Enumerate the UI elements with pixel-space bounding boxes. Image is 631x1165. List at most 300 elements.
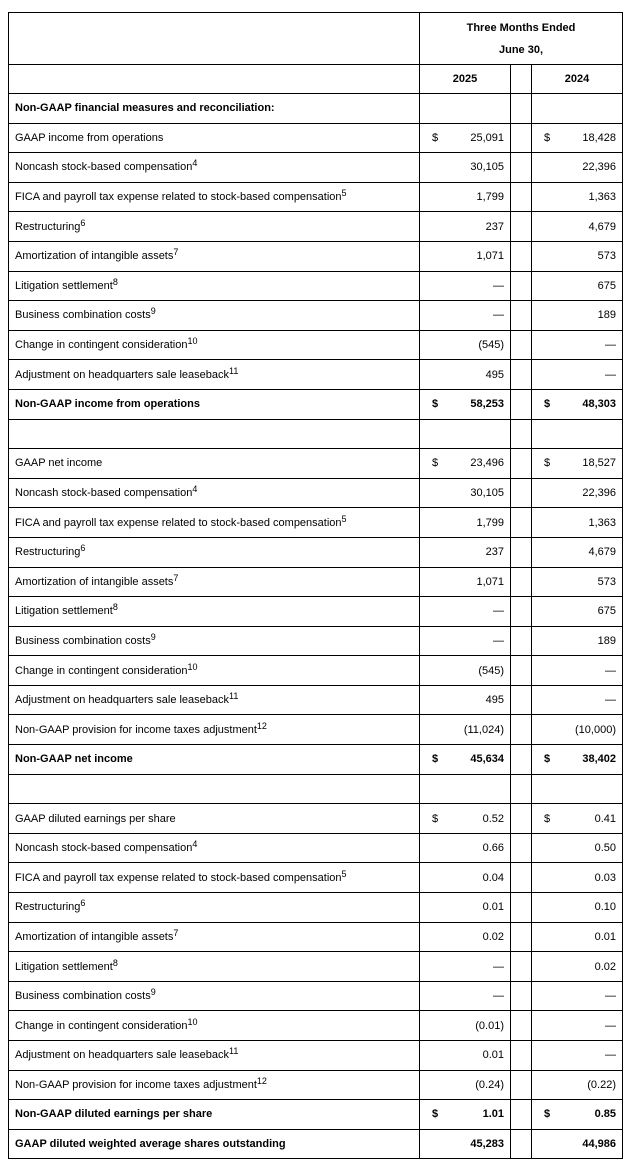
- value-2025: [420, 478, 511, 508]
- value: 189: [597, 309, 616, 322]
- row-label: [9, 271, 420, 301]
- value: (0.24): [475, 1078, 504, 1091]
- spacer-cell: [511, 153, 532, 183]
- currency-symbol: $: [432, 812, 439, 825]
- value: 0.85: [594, 1108, 616, 1121]
- row-label: [9, 567, 420, 597]
- year-prior: 2024: [532, 65, 623, 94]
- value: 44,986: [582, 1138, 616, 1151]
- value: (10,000): [575, 723, 616, 736]
- value-2024: [532, 685, 623, 715]
- total-row: [9, 389, 623, 419]
- footnote-ref: 11: [229, 365, 239, 376]
- value: 1,799: [476, 516, 504, 529]
- value-2024: [532, 241, 623, 271]
- spacer-cell: [511, 656, 532, 686]
- value-2025: [420, 1100, 511, 1130]
- spacer-cell: [511, 863, 532, 893]
- value-2024: [532, 123, 623, 153]
- spacer-cell: [511, 419, 532, 449]
- row-label-text: Litigation settlement: [15, 605, 113, 618]
- value-2025: [420, 863, 511, 893]
- spacer-cell: [511, 774, 532, 804]
- row-label-text: Adjustment on headquarters sale leaseback: [15, 694, 230, 707]
- year-current: 2025: [420, 65, 511, 94]
- period-line-1: Three Months Ended: [466, 21, 576, 34]
- table-row: [9, 449, 623, 479]
- value-2025: [420, 715, 511, 745]
- row-label: [9, 893, 420, 923]
- value-2025: [420, 271, 511, 301]
- spacer-cell: [511, 893, 532, 923]
- value: 1,071: [476, 250, 504, 263]
- row-label-text: Noncash stock-based compensation: [15, 487, 193, 500]
- value-2025: [420, 685, 511, 715]
- value: —: [605, 990, 616, 1003]
- value-2025: [420, 449, 511, 479]
- table-row: [9, 952, 623, 982]
- row-label-text: Litigation settlement: [15, 279, 113, 292]
- total-row: [9, 745, 623, 775]
- period-heading: [420, 13, 623, 65]
- value-2024: [532, 952, 623, 982]
- value-2025: [420, 360, 511, 390]
- value-2024: [532, 389, 623, 419]
- footnote-ref: 10: [187, 336, 198, 347]
- header-period-row: [9, 13, 623, 65]
- blank-cell: [9, 419, 420, 449]
- value: —: [605, 339, 616, 352]
- row-label-text: FICA and payroll tax expense related to stock-based compensation: [15, 871, 342, 884]
- table-row: [9, 1070, 623, 1100]
- value: —: [605, 1019, 616, 1032]
- spacer-cell: [511, 212, 532, 242]
- spacer-cell: [511, 715, 532, 745]
- row-label: [9, 360, 420, 390]
- value-2024: [532, 449, 623, 479]
- value-2025: [420, 1070, 511, 1100]
- value-2025: [420, 241, 511, 271]
- spacer-cell: [511, 833, 532, 863]
- value-2025: [420, 123, 511, 153]
- blank-row: [9, 419, 623, 449]
- row-label: [9, 212, 420, 242]
- row-label: [9, 833, 420, 863]
- row-label-text: GAAP net income: [15, 457, 103, 470]
- value-2024: [532, 597, 623, 627]
- value: 0.10: [594, 901, 616, 914]
- value-2025: [420, 1129, 511, 1159]
- value: 1,363: [588, 516, 616, 529]
- value-2024: [532, 1100, 623, 1130]
- value-2025: [420, 922, 511, 952]
- row-label-text: Adjustment on headquarters sale leaseback: [15, 368, 230, 381]
- footnote-ref: 9: [150, 631, 156, 642]
- row-label: [9, 685, 420, 715]
- row-label-text: Non-GAAP net income: [15, 753, 133, 766]
- blank-cell: [420, 94, 511, 124]
- value: 48,303: [582, 398, 616, 411]
- row-label: [9, 241, 420, 271]
- row-label: [9, 94, 420, 124]
- footnote-ref: 11: [229, 691, 239, 702]
- value: 675: [597, 279, 616, 292]
- spacer-cell: [511, 1100, 532, 1130]
- blank-cell: [420, 419, 511, 449]
- spacer-cell: [511, 804, 532, 834]
- value: —: [605, 368, 616, 381]
- spacer-cell: [511, 1070, 532, 1100]
- value: 237: [485, 546, 504, 559]
- row-label: [9, 508, 420, 538]
- table-row: [9, 241, 623, 271]
- row-label-text: Non-GAAP financial measures and reconciliation:: [15, 102, 275, 115]
- value: 0.52: [482, 812, 504, 825]
- currency-symbol: $: [544, 1108, 551, 1121]
- row-label: [9, 981, 420, 1011]
- row-label: [9, 449, 420, 479]
- row-label-text: FICA and payroll tax expense related to stock-based compensation: [15, 191, 342, 204]
- table-row: [9, 182, 623, 212]
- value-2024: [532, 863, 623, 893]
- spacer-cell: [511, 745, 532, 775]
- value-2025: [420, 656, 511, 686]
- row-label-text: Non-GAAP provision for income taxes adjustment: [15, 723, 257, 736]
- value-2024: [532, 301, 623, 331]
- value: 675: [597, 605, 616, 618]
- value-2025: [420, 626, 511, 656]
- value-2024: [532, 567, 623, 597]
- value-2025: [420, 537, 511, 567]
- value-2024: [532, 508, 623, 538]
- value: 0.02: [594, 960, 616, 973]
- value-2024: [532, 1041, 623, 1071]
- value-2024: [532, 1070, 623, 1100]
- footnote-ref: 7: [173, 927, 179, 938]
- value: 495: [485, 368, 504, 381]
- value: 573: [597, 250, 616, 263]
- spacer-cell: [511, 182, 532, 212]
- row-label-text: Amortization of intangible assets: [15, 575, 174, 588]
- value: 0.01: [482, 901, 504, 914]
- footnote-ref: 6: [80, 217, 86, 228]
- blank-row: [9, 774, 623, 804]
- row-label: [9, 1070, 420, 1100]
- value: 237: [485, 220, 504, 233]
- row-label: [9, 922, 420, 952]
- spacer-cell: [511, 360, 532, 390]
- header-blank-cell: [9, 13, 420, 65]
- footnote-ref: 10: [187, 1016, 198, 1027]
- footnote-ref: 6: [80, 543, 86, 554]
- value-2025: [420, 153, 511, 183]
- row-label-text: Change in contingent consideration: [15, 1019, 188, 1032]
- footnote-ref: 8: [112, 602, 118, 613]
- spacer-cell: [511, 626, 532, 656]
- row-label-text: Business combination costs: [15, 990, 151, 1003]
- value-2025: [420, 567, 511, 597]
- currency-symbol: $: [432, 131, 439, 144]
- value: —: [605, 694, 616, 707]
- value-2025: [420, 981, 511, 1011]
- table-row: [9, 685, 623, 715]
- row-label-text: GAAP diluted weighted average shares outstanding: [15, 1138, 286, 1151]
- table-row: [9, 893, 623, 923]
- currency-symbol: $: [544, 398, 551, 411]
- row-label-text: Change in contingent consideration: [15, 339, 188, 352]
- spacer-cell: [511, 94, 532, 124]
- value-2024: [532, 626, 623, 656]
- currency-symbol: $: [544, 753, 551, 766]
- value-2024: [532, 1129, 623, 1159]
- row-label-text: Non-GAAP diluted earnings per share: [15, 1108, 213, 1121]
- row-label-text: Noncash stock-based compensation: [15, 161, 193, 174]
- value: 30,105: [470, 161, 504, 174]
- value: 1,071: [476, 575, 504, 588]
- currency-symbol: $: [432, 398, 439, 411]
- row-label-text: Amortization of intangible assets: [15, 250, 174, 263]
- row-label-text: Litigation settlement: [15, 960, 113, 973]
- spacer-cell: [511, 537, 532, 567]
- value: 0.41: [594, 812, 616, 825]
- footnote-ref: 5: [341, 868, 347, 879]
- value: 22,396: [582, 161, 616, 174]
- value: 18,527: [582, 457, 616, 470]
- table-row: [9, 656, 623, 686]
- value: 4,679: [588, 220, 616, 233]
- value: 45,283: [470, 1138, 504, 1151]
- footnote-ref: 7: [173, 572, 179, 583]
- value: 1.01: [482, 1108, 504, 1121]
- blank-cell: [532, 419, 623, 449]
- blank-cell: [420, 774, 511, 804]
- value-2025: [420, 893, 511, 923]
- row-label-text: FICA and payroll tax expense related to stock-based compensation: [15, 516, 342, 529]
- table-row: [9, 271, 623, 301]
- row-label-text: Restructuring: [15, 220, 81, 233]
- blank-cell: [532, 774, 623, 804]
- spacer-cell: [511, 952, 532, 982]
- value-2025: [420, 1011, 511, 1041]
- value: 0.03: [594, 871, 616, 884]
- row-label: [9, 715, 420, 745]
- value: 0.01: [482, 1049, 504, 1062]
- row-label: [9, 1011, 420, 1041]
- spacer-cell: [511, 1041, 532, 1071]
- table-row: [9, 360, 623, 390]
- value-2024: [532, 537, 623, 567]
- table-row: [9, 597, 623, 627]
- row-label: [9, 330, 420, 360]
- value: 0.01: [594, 930, 616, 943]
- value-2025: [420, 330, 511, 360]
- value: —: [493, 990, 504, 1003]
- currency-symbol: $: [544, 131, 551, 144]
- footnote-ref: 5: [341, 188, 347, 199]
- spacer-cell: [511, 981, 532, 1011]
- currency-symbol: $: [544, 812, 551, 825]
- value-2025: [420, 833, 511, 863]
- footnote-ref: 12: [256, 720, 267, 731]
- row-label-text: Non-GAAP income from operations: [15, 398, 200, 411]
- spacer-cell: [511, 449, 532, 479]
- row-label: [9, 153, 420, 183]
- table-row: [9, 153, 623, 183]
- row-label: [9, 597, 420, 627]
- footnote-ref: 9: [150, 306, 156, 317]
- row-label-text: Change in contingent consideration: [15, 664, 188, 677]
- table-row: [9, 508, 623, 538]
- row-label: [9, 182, 420, 212]
- value-2025: [420, 597, 511, 627]
- spacer-cell: [511, 508, 532, 538]
- value: (11,024): [463, 723, 504, 736]
- row-label: [9, 1129, 420, 1159]
- row-label: [9, 863, 420, 893]
- table-row: [9, 863, 623, 893]
- value: 45,634: [470, 753, 504, 766]
- table-row: [9, 537, 623, 567]
- value: 58,253: [470, 398, 504, 411]
- value: —: [605, 1049, 616, 1062]
- footnote-ref: 9: [150, 987, 156, 998]
- currency-symbol: $: [432, 1108, 439, 1121]
- value: 23,496: [470, 457, 504, 470]
- spacer-cell: [511, 922, 532, 952]
- value-2024: [532, 745, 623, 775]
- value-2024: [532, 360, 623, 390]
- footnote-ref: 12: [256, 1075, 267, 1086]
- row-label: [9, 804, 420, 834]
- value: —: [493, 279, 504, 292]
- value-2024: [532, 330, 623, 360]
- row-label: [9, 389, 420, 419]
- table-row: [9, 301, 623, 331]
- row-label-text: GAAP diluted earnings per share: [15, 812, 176, 825]
- table-row: [9, 567, 623, 597]
- row-label: [9, 745, 420, 775]
- value: —: [493, 605, 504, 618]
- value: (545): [478, 339, 504, 352]
- value-2024: [532, 271, 623, 301]
- row-label-text: Business combination costs: [15, 634, 151, 647]
- value-2025: [420, 952, 511, 982]
- row-label: [9, 1041, 420, 1071]
- value: 18,428: [582, 131, 616, 144]
- row-label-text: Non-GAAP provision for income taxes adjustment: [15, 1078, 257, 1091]
- footnote-ref: 4: [192, 839, 198, 850]
- value: 1,799: [476, 191, 504, 204]
- value: —: [493, 960, 504, 973]
- row-label: [9, 478, 420, 508]
- row-label-text: Noncash stock-based compensation: [15, 842, 193, 855]
- row-label: [9, 1100, 420, 1130]
- value: —: [493, 634, 504, 647]
- value-2024: [532, 715, 623, 745]
- footnote-ref: 4: [192, 484, 198, 495]
- value: (0.01): [475, 1019, 504, 1032]
- row-label: [9, 537, 420, 567]
- value-2024: [532, 893, 623, 923]
- table-row: [9, 981, 623, 1011]
- table-row: [9, 123, 623, 153]
- value-2025: [420, 212, 511, 242]
- spacer-cell: [511, 567, 532, 597]
- table-row: [9, 330, 623, 360]
- value-2025: [420, 745, 511, 775]
- spacer-cell: [511, 330, 532, 360]
- row-label: [9, 123, 420, 153]
- value: 1,363: [588, 191, 616, 204]
- value: 0.04: [482, 871, 504, 884]
- table-row: [9, 833, 623, 863]
- row-label: [9, 656, 420, 686]
- spacer-cell: [511, 597, 532, 627]
- spacer-cell: [511, 1011, 532, 1041]
- blank-cell: [532, 94, 623, 124]
- row-label-text: Restructuring: [15, 546, 81, 559]
- row-label: [9, 301, 420, 331]
- total-row: [9, 1100, 623, 1130]
- value-2025: [420, 508, 511, 538]
- row-label-text: Business combination costs: [15, 309, 151, 322]
- value: —: [605, 664, 616, 677]
- footnote-ref: 7: [173, 247, 179, 258]
- section-row: [9, 94, 623, 124]
- footnote-ref: 4: [192, 158, 198, 169]
- value: 0.66: [482, 842, 504, 855]
- table-row: [9, 626, 623, 656]
- value-2024: [532, 981, 623, 1011]
- footnote-ref: 8: [112, 276, 118, 287]
- total-row: [9, 1129, 623, 1159]
- value-2024: [532, 656, 623, 686]
- value-2024: [532, 478, 623, 508]
- row-label: [9, 626, 420, 656]
- value: 4,679: [588, 546, 616, 559]
- value: 495: [485, 694, 504, 707]
- spacer-cell: [511, 123, 532, 153]
- header-blank-cell: [9, 65, 420, 94]
- value: 573: [597, 575, 616, 588]
- table-row: [9, 715, 623, 745]
- value: 25,091: [470, 131, 504, 144]
- value: 189: [597, 634, 616, 647]
- row-label-text: Restructuring: [15, 901, 81, 914]
- currency-symbol: $: [432, 457, 439, 470]
- value: 0.50: [594, 842, 616, 855]
- value-2024: [532, 922, 623, 952]
- value: 38,402: [582, 753, 616, 766]
- value-2025: [420, 301, 511, 331]
- currency-symbol: $: [432, 753, 439, 766]
- footnote-ref: 5: [341, 513, 347, 524]
- footnote-ref: 6: [80, 898, 86, 909]
- reconciliation-table: [8, 12, 623, 1159]
- header-year-row: [9, 65, 623, 94]
- value-2024: [532, 833, 623, 863]
- value-2025: [420, 1041, 511, 1071]
- row-label-text: GAAP income from operations: [15, 131, 164, 144]
- value: 30,105: [470, 487, 504, 500]
- table-row: [9, 922, 623, 952]
- footnote-ref: 8: [112, 957, 118, 968]
- row-label-text: Amortization of intangible assets: [15, 930, 174, 943]
- table-row: [9, 1041, 623, 1071]
- table-row: [9, 1011, 623, 1041]
- value-2024: [532, 153, 623, 183]
- row-label-text: Adjustment on headquarters sale leaseback: [15, 1049, 230, 1062]
